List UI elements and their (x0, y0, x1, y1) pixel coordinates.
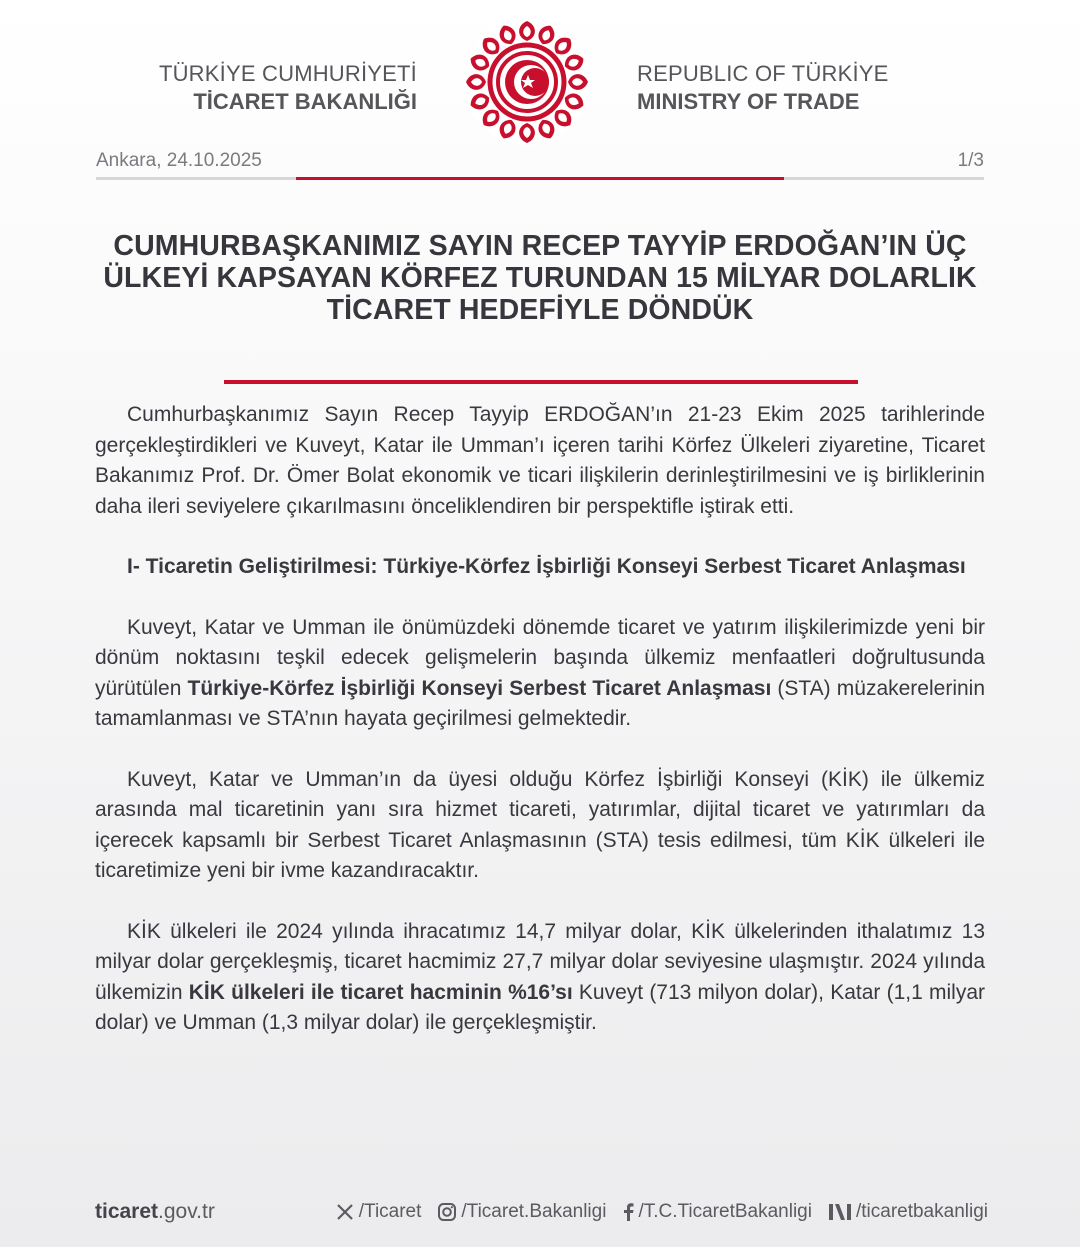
x-icon (335, 1202, 355, 1222)
social-links (335, 1201, 988, 1223)
press-release-body (95, 400, 985, 1039)
republic-name-tr: TÜRKİYE CUMHURİYETİ (158, 61, 417, 86)
institution-name-tr (159, 60, 417, 116)
document-date: Ankara, 24.10.2025 (96, 150, 262, 171)
nsosyal-icon (828, 1203, 852, 1221)
website-link[interactable] (95, 1200, 215, 1224)
paragraph-text: Kuveyt, Katar ve Umman ile önümüzdeki dönemde ticaret ve yatırım ilişkilerimizde yeni bir dönüm noktasını teşkil edecek gelişmelerin başında ülkemiz menfaatleri doğrultusunda yürütülen (95, 615, 985, 700)
paragraph-text: Kuveyt (713 milyon dolar), Katar (1,1 milyar dolar) ve Umman (1,3 milyar dolar) ile gerçekleşmiştir. (95, 980, 985, 1034)
section-heading: I- Ticaretin Geliştirilmesi: Türkiye-Körfez İşbirliği Konseyi Serbest Ticaret Anlaşması (127, 555, 966, 578)
paragraph-text: KİK ülkeleri ile 2024 yılında ihracatımız 14,7 milyar dolar, KİK ülkelerinden ithalatımız 13 milyar dolar gerçekleşmiş, ticaret hacmimiz 27,7 milyar dolar seviyesine ulaşmıştır. 2024 yılında ülkemizin (95, 919, 985, 1004)
document-meta (96, 150, 984, 180)
institution-name-en (637, 60, 889, 116)
website-domain: .gov.tr (158, 1200, 215, 1223)
ministry-name-tr: TİCARET BAKANLIĞI (193, 89, 417, 114)
x-handle: /Ticaret (358, 1201, 422, 1222)
meta-divider-accent (296, 177, 784, 180)
title-underline (224, 380, 858, 384)
page-number: 1/3 (957, 150, 984, 171)
paragraph-gcc: Kuveyt, Katar ve Umman’ın da üyesi olduğu Körfez İşbirliği Konseyi (KİK) ile ülkemiz arasında mal ticaretinin yanı sıra hizmet ticareti, yatırımlar, dijital ticaret ve yatırımları da içerecek kapsamlı bir Serbest Ticaret Anlaşmasının (STA) tesis edilmesi, tüm KİK ülkeleri ile ticaretimize yeni bir ivme kazandıracaktır. (95, 767, 985, 882)
paragraph-text: (STA) müzakerelerinin tamamlanması ve STA’nın hayata geçirilmesi gelmektedir. (95, 676, 986, 730)
meta-divider (96, 177, 984, 180)
x-link[interactable] (335, 1201, 422, 1223)
press-release-title: CUMHURBAŞKANIMIZ SAYIN RECEP TAYYİP ERDOĞAN’IN ÜÇ ÜLKEYİ KAPSAYAN KÖRFEZ TURUNDAN 15 MİLYAR DOLARLIK TİCARET HEDEFİYLE DÖNDÜK (103, 230, 977, 326)
fta-name-emphasis: Türkiye-Körfez İşbirliği Konseyi Serbest Ticaret Anlaşması (187, 676, 772, 700)
website-name-bold: ticaret (95, 1200, 159, 1223)
paragraph-intro: Cumhurbaşkanımız Sayın Recep Tayyip ERDOĞAN’ın 21-23 Ekim 2025 tarihlerinde gerçekleştirdikleri ve Kuveyt, Katar ile Umman’ı içeren tarihi Körfez Ülkeleri ziyaretine, Ticaret Bakanımız Prof. Dr. Ömer Bolat ekonomik ve ticari ilişkilerin derinleştirilmesini ve iş birliklerinin daha ileri seviyelere çıkarılmasını önceliklendiren bir perspektifle iştirak etti. (95, 403, 985, 518)
facebook-icon (622, 1202, 634, 1222)
republic-name-en: REPUBLIC OF TÜRKİYE (637, 61, 889, 86)
facebook-link[interactable] (622, 1201, 812, 1223)
instagram-icon (437, 1202, 457, 1222)
paragraph-fta (95, 613, 985, 735)
paragraph-trade-figures (95, 917, 985, 1039)
instagram-handle: /Ticaret.Bakanligi (461, 1201, 607, 1222)
facebook-handle: /T.C.TicaretBakanligi (638, 1201, 812, 1222)
nsosyal-link[interactable] (828, 1201, 988, 1223)
letterhead (0, 0, 1080, 150)
instagram-link[interactable] (437, 1201, 606, 1223)
ministry-emblem-icon (462, 17, 592, 147)
footer (95, 1198, 988, 1232)
nsosyal-handle: /ticaretbakanligi (855, 1201, 988, 1222)
ministry-name-en: MINISTRY OF TRADE (637, 89, 860, 114)
trade-share-emphasis: KİK ülkeleri ile ticaret hacminin %16’sı (188, 980, 573, 1004)
